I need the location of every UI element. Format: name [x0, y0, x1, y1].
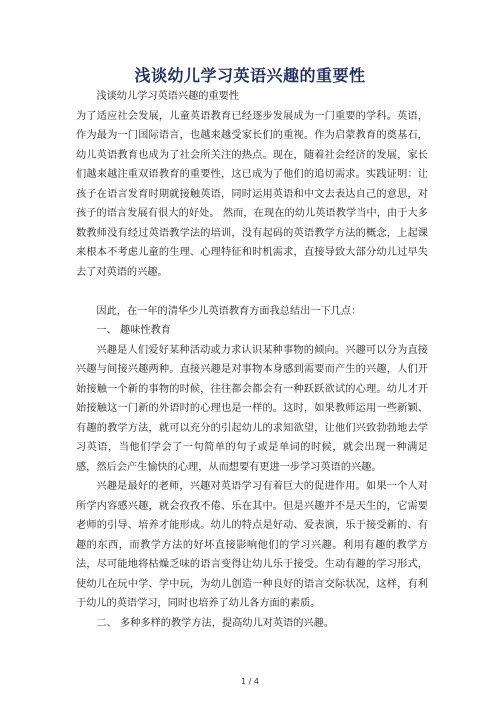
paragraph-summary: 因此，在一年的清华少儿英语教育方面我总结出一下几点：: [96, 305, 362, 317]
section-heading-1: 一、 趣味性教育: [96, 325, 171, 336]
document-body: [76, 87, 428, 633]
paragraph-interest-2: 兴趣是最好的老师，兴趣对英语学习有着巨大的促进作用。如果一个人对所学内容感兴趣，就会孜孜不倦、乐在其中。但是兴趣并不是天生的，它需要老师的引导、培养才能形成。幼儿的特点是好动、爱表演，乐于接受新的、有趣的东西，而教学方法的好坏直接影响他们的学习兴趣。利用有趣的教学方法，尽可能地将枯燥乏味的语言变得让幼儿乐于接受。生动有趣的学习形式，使幼儿在玩中学、学中玩，为幼儿创造一种良好的语言交际状况，这样，有利于幼儿的英语学习，同时也培养了幼儿各方面的素质。: [76, 481, 428, 609]
section-heading-2: 二、 多种多样的教学方法，提高幼儿对英语的兴趣。: [96, 617, 334, 629]
paragraph-interest-1: 兴趣是人们爱好某种活动或力求认识某种事物的倾向。兴趣可以分为直接兴趣与间接兴趣两种。直接兴趣是对事物本身感到需要而产生的兴趣，人们开始接触一个新的事物的时候，往往都会都会有一种跃跃欲试的心理。幼儿才开始接触这一门新的外语时的心理也是一样的。这时，如果教师运用一些新颖、有趣的教学方法，就可以充分的引起幼儿的求知欲望，让他们兴致勃勃地去学习英语，当他们学会了一句简单的句子或是单词的时候，就会出现一种满足感，然后会产生愉快的心理，从而想要有更进一步学习英语的兴趣。: [76, 344, 428, 473]
document-title: 浅谈幼儿学习英语兴趣的重要性: [134, 66, 366, 85]
paragraph-intro: 为了适应社会发展，儿童英语教育已经逐步发展成为一门重要的学科。英语，作为最为一门国际语言，也越来越受家长们的重视。作为启蒙教育的奠基石，幼儿英语教育也成为了社会所关注的热点。现在，随着社会经济的发展，家长们越来越注重双语教育的重要性，这已成为了他们的追切需求。实践证明：让孩子在语言发育时期就接触英语，同时运用英语和中文去表达自己的意思，对孩子的语言发展有很大的好处。 然而，在现在的幼儿英语教学当中，由于大多数教师没有经过英语教学法的培训，没有起码的英语教学方法的概念，上起课来根本不考虑儿童的生理、心理特征和时机需求，直接导致大部分幼儿过早失去了对英语的兴趣。: [76, 110, 428, 278]
page-number: 1 / 4: [241, 677, 259, 686]
subtitle-line: 浅谈幼儿学习英语兴趣的重要性: [96, 91, 240, 102]
